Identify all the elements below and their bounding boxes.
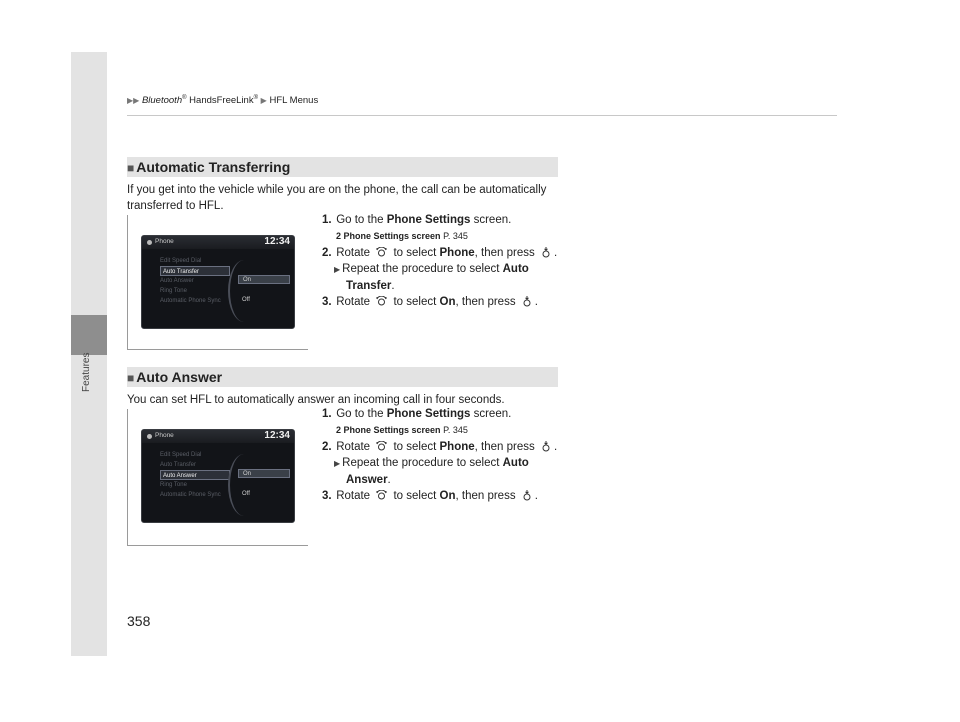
sub-step-bold: Transfer [346,280,392,292]
section-intro: If you get into the vehicle while you are on the phone, the call can be automatically transferred to HFL. [127,184,547,212]
display-screen [141,235,295,329]
screen-menu-list [160,256,230,306]
reference-arrow-icon: 2 [336,425,342,435]
menu-item: Automatic Phone Sync [160,492,221,498]
step-text: Go to the [333,214,387,226]
breadcrumb-reg-mark-2: ® [253,95,259,101]
selector-arc [228,454,260,516]
step-text: . [534,490,538,502]
sub-step-text: . [387,474,391,486]
square-bullet-icon: ■ [127,371,135,385]
option-off: Off [242,491,250,497]
breadcrumb-arrow-icon: ▶▶ [127,96,140,106]
screen-title: Phone [155,432,174,439]
page-number: 358 [127,613,151,629]
selector-arc [228,260,260,322]
interface-dial-press-icon [541,247,551,258]
step-text: to select [390,490,440,502]
step-text: Rotate [333,441,374,453]
step-text: Rotate [333,490,374,502]
breadcrumb-arrow-icon: ▶ [260,96,267,106]
reference-arrow-icon: 2 [336,231,342,241]
section-heading [127,157,558,177]
breadcrumb-bluetooth: Bluetooth [141,95,183,107]
menu-item: Automatic Phone Sync [160,298,221,304]
step-text: . [553,441,558,453]
interface-dial-press-icon [522,490,532,501]
screen-title: Phone [155,238,174,245]
sub-step-bold: Auto [502,457,529,469]
phone-dot-icon [147,434,152,439]
interface-dial-rotate-icon [376,296,387,307]
sub-step-text: . [391,280,395,292]
side-tab-label: Features [81,352,92,392]
side-tab-marker [71,315,107,355]
step-list [322,406,572,504]
phone-dot-icon [147,240,152,245]
step-3 [322,294,572,310]
step-2 [322,245,572,261]
reference-page: P. 345 [443,425,468,435]
step-1 [322,406,572,422]
breadcrumb-handsfreelink: HandsFreeLink [186,95,254,107]
section-heading-text: Automatic Transferring [136,159,291,175]
step-text: screen. [470,214,512,226]
menu-item: Ring Tone [160,288,187,294]
breadcrumb-reg-mark: ® [182,95,187,101]
sub-step [322,455,572,472]
menu-item-selected: Auto Transfer [160,266,230,276]
step-text: to select [390,441,440,453]
sub-step-text: Repeat the procedure to select [342,263,503,275]
step-text: screen. [470,408,512,420]
reference-page: P. 345 [443,231,468,241]
interface-dial-press-icon [541,441,551,452]
breadcrumb [127,95,318,106]
step-3 [322,488,572,504]
menu-item: Ring Tone [160,482,187,488]
step-number: 1. [322,408,332,420]
square-bullet-icon: ■ [127,161,135,175]
step-text: . [553,247,558,259]
header-rule [127,115,837,116]
sub-step-arrow-icon: ▶ [334,265,341,274]
interface-dial-rotate-icon [376,490,387,501]
step-bold: Phone [439,247,475,259]
step-bold: On [439,296,456,308]
step-text: to select [390,247,440,259]
breadcrumb-hfl-menus: HFL Menus [269,95,319,107]
step-text: , then press [474,247,538,259]
menu-item: Edit Speed Dial [160,258,202,264]
screen-illustration [127,215,308,350]
option-on: On [238,275,290,284]
step-number: 1. [322,214,332,226]
screen-clock: 12:34 [264,430,290,441]
step-text: Go to the [333,408,387,420]
menu-item-selected: Auto Answer [160,470,230,480]
menu-item: Edit Speed Dial [160,452,202,458]
interface-dial-rotate-icon [376,247,387,258]
option-off: Off [242,297,250,303]
step-text: . [534,296,538,308]
step-text: , then press [455,296,519,308]
step-bold: Phone Settings [386,214,471,226]
step-bold: Phone [439,441,475,453]
sub-step [322,261,572,278]
screen-illustration [127,409,308,546]
display-screen [141,429,295,523]
screen-clock: 12:34 [264,236,290,247]
reference-label: Phone Settings screen [343,425,441,435]
section-heading-text: Auto Answer [136,369,223,385]
step-1 [322,212,572,228]
interface-dial-rotate-icon [376,441,387,452]
sub-step-bold: Auto [502,263,529,275]
step-number: 3. [322,296,332,308]
step-list [322,212,572,310]
menu-item: Auto Transfer [160,462,197,468]
screen-menu-list [160,450,230,500]
sub-step-cont [322,278,572,294]
step-bold: Phone Settings [386,408,471,420]
step-bold: On [439,490,456,502]
screen-header [142,430,294,443]
sub-step-bold: Answer [346,474,388,486]
step-text: , then press [474,441,538,453]
step-text: to select [390,296,440,308]
reference-label: Phone Settings screen [343,231,441,241]
page-reference [322,228,572,245]
option-on: On [238,469,290,478]
section-intro: You can set HFL to automatically answer an incoming call in four seconds. [127,394,505,406]
step-2 [322,439,572,455]
step-text: Rotate [333,296,374,308]
step-number: 3. [322,490,332,502]
step-number: 2. [322,441,332,453]
interface-dial-press-icon [522,296,532,307]
step-text: , then press [455,490,519,502]
menu-item: Auto Answer [160,278,194,284]
screen-header [142,236,294,249]
page-reference [322,422,572,439]
section-heading [127,367,558,387]
step-text: Rotate [333,247,374,259]
sub-step-arrow-icon: ▶ [334,459,341,468]
step-number: 2. [322,247,332,259]
sub-step-cont [322,472,572,488]
sub-step-text: Repeat the procedure to select [342,457,503,469]
